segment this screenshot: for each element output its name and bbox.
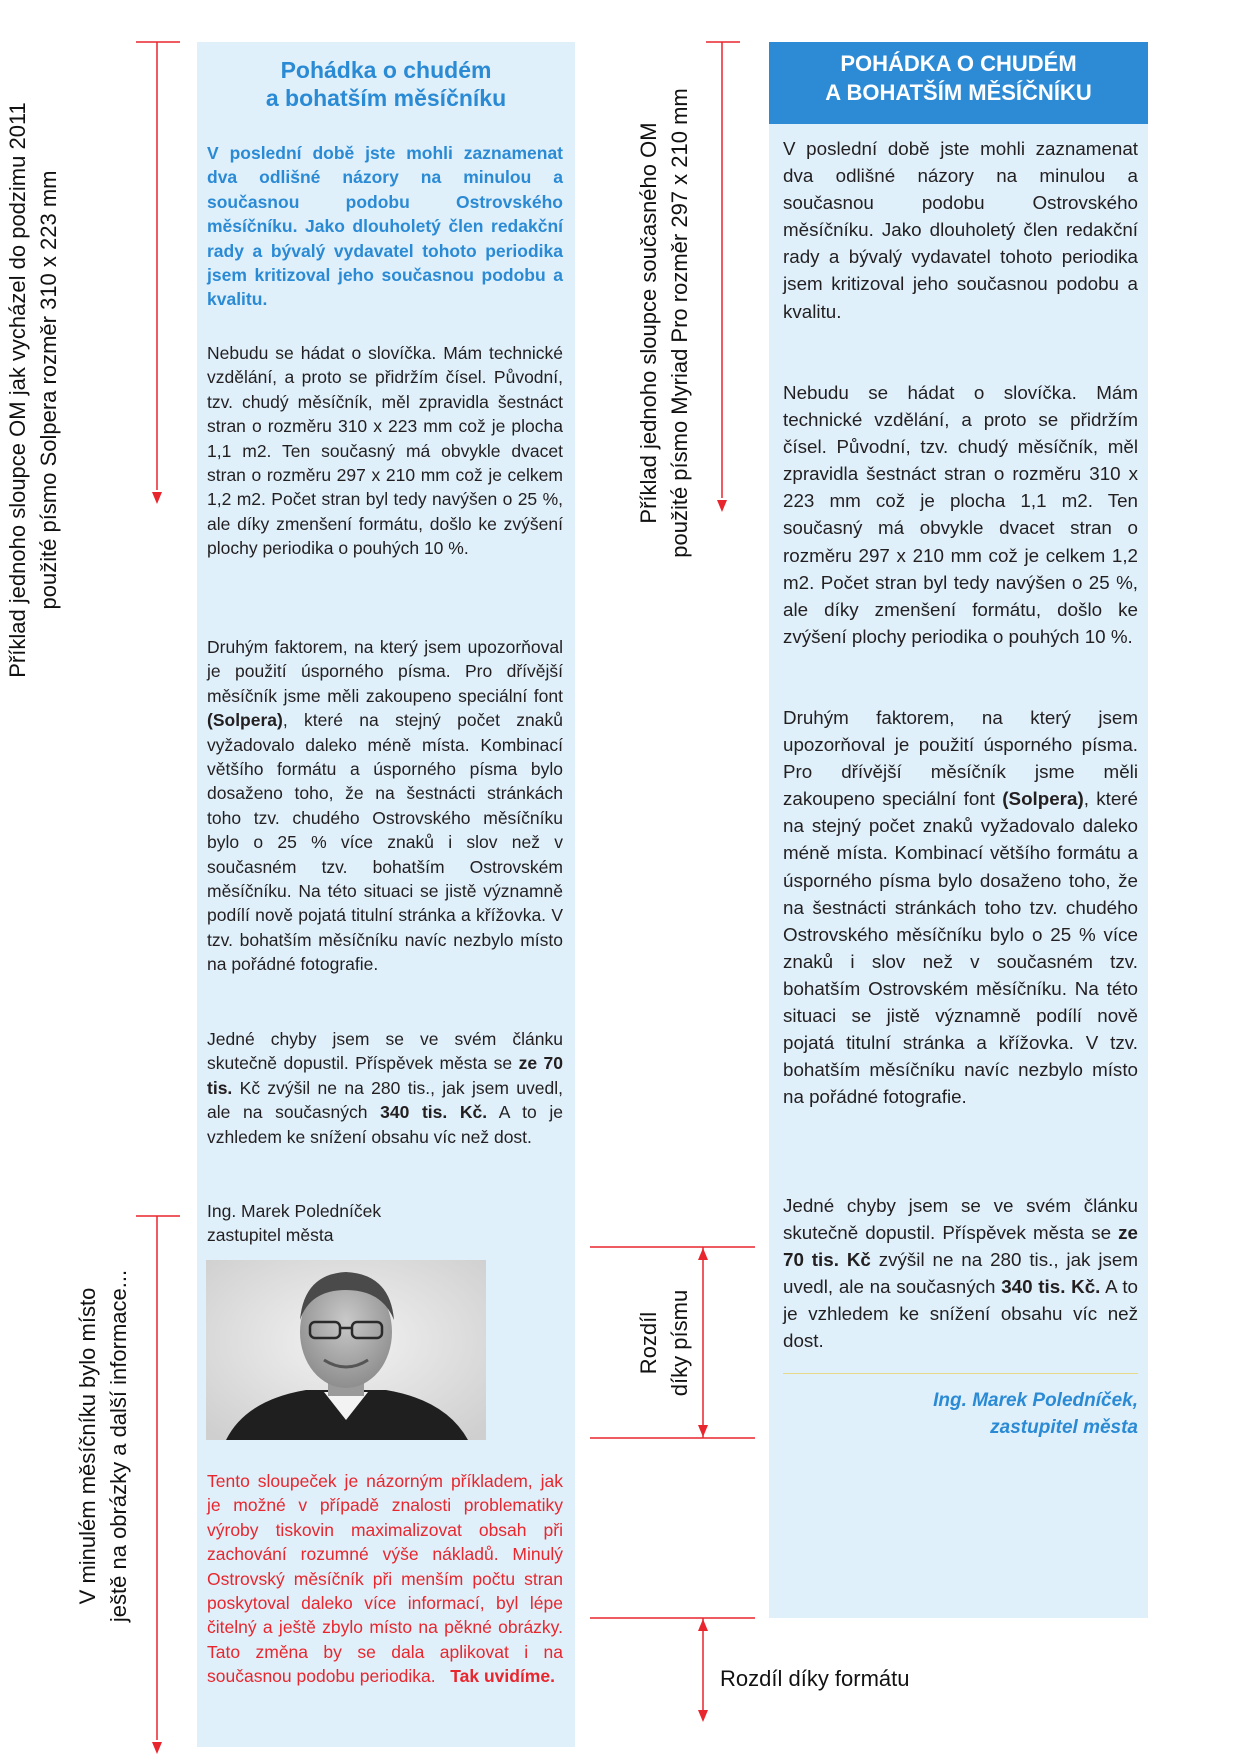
left-top-annotation-line-2: použité písmo Solpera rozměr 310 x 223 mm: [36, 170, 61, 610]
right-paragraph-1: Nebudu se hádat o slovíčka. Mám technické vzdělání, a proto se přidržím čísel. Původní, tzv. chudý měsíčník, měl zpravidla šestnáct stran o rozměru 310 x 223 mm což je plocha 1,1 m2. Ten současný má obvykle dvacet stran o rozměru 297 x 210 mm což je celkem 1,2 m2. Počet stran byl tedy navýšen o 25 %, ale díky zmenšení formátu, došlo ke zvýšení plochy periodika o pouhých 10 %.: [783, 382, 1138, 647]
left-p3-text-a: Jedné chyby jsem se ve svém článku skutečně dopustil. Příspěvek města se: [207, 1029, 563, 1074]
left-top-annotation-line-1: Příklad jednoho sloupce OM jak vycházel do podzimu 2011: [5, 102, 30, 678]
middle-bottom-annotation: [633, 1268, 695, 1418]
right-p3-bold-2: 340 tis. Kč.: [1001, 1276, 1101, 1298]
right-p2-text-a: Druhým faktorem, na který jsem upozorňoval je použití úsporného písma. Pro dřívější měsíčník jsme měli zakoupeno speciální font: [783, 707, 1138, 810]
middle-bottom-annotation-line-2: díky písmu: [667, 1289, 692, 1397]
left-bottom-annotation: [72, 1236, 134, 1656]
left-note-bold: Tak uvidíme.: [450, 1666, 555, 1687]
left-title-line-1: Pohádka o chudém: [280, 57, 492, 83]
left-top-annotation: [2, 90, 64, 690]
left-p2-text-a: Druhým faktorem, na který jsem upozorňoval je použití úsporného písma. Pro dřívější měsíčník jsme měli zakoupeno speciální font: [207, 637, 563, 706]
left-p2-text-b: , které na stejný počet znaků vyžadovalo daleko méně místa. Kombinací většího formátu a úsporného písma bylo dosaženo toho, že na šestnácti stránkách toho tzv. chudého Ostrovského měsíčníku bylo o 25 % více znaků i slov než v současném tzv. bohatším Ostrovském měsíčníku. Na této situaci se jistě významně podílí nově pojatá titulní stránka a křížovka. V tzv. bohatším měsíčníku navíc nezbylo místo na pořádné fotografie.: [207, 710, 563, 975]
right-paragraph-0: V poslední době jste mohli zaznamenat dva odlišné názory na minulou a současnou podobu Ostrovského měsíčníku. Jako dlouholetý člen redakční rady a bývalý vydavatel tohoto periodika jsem kritizoval jeho současnou podobu a kvalitu.: [783, 138, 1138, 322]
right-p2-font-name: (Solpera): [1002, 788, 1084, 810]
middle-top-annotation-line-2: použité písmo Myriad Pro rozměr 297 x 210 mm: [667, 88, 692, 558]
left-p3-bold-2: 340 tis. Kč.: [380, 1102, 488, 1123]
left-bottom-annotation-line-1: V minulém měsíčníku bylo místo: [75, 1287, 100, 1605]
left-p2-font-name: (Solpera): [207, 710, 283, 731]
right-p3-text-d: A to je vzhledem ke snížení obsahu víc než dost.: [783, 1276, 1139, 1352]
middle-bottom-annotation-line-1: Rozdíl: [636, 1311, 661, 1375]
left-lead-paragraph: V poslední době jste mohli zaznamenat dva odlišné názory na minulou a současnou podobu Ostrovského měsíčníku. Jako dlouholetý člen redakční rady a bývalý vydavatel tohoto periodika jsem kritizoval jeho současnou podobu a kvalitu.: [207, 143, 563, 310]
right-p3-bold-1: ze 70 tis. Kč: [783, 1222, 1138, 1271]
right-signature-name: Ing. Marek Poledníček,: [933, 1390, 1138, 1411]
left-signature-name: Ing. Marek Poledníček: [207, 1201, 382, 1221]
middle-top-annotation-line-1: Příklad jednoho sloupce současného OM: [636, 122, 661, 524]
right-p3-text-c: zvýšil ne na 280 tis., jak jsem uvedl, ale na současných: [783, 1249, 1138, 1298]
left-p3-bold-1: ze 70 tis.: [207, 1053, 564, 1098]
middle-top-annotation: [633, 53, 695, 593]
left-paragraph-1: Nebudu se hádat o slovíčka. Mám technické vzdělání, a proto se přidržím čísel. Původní, tzv. chudý měsíčník, měl zpravidla šestnáct stran o rozměru 310 x 223 mm což je plocha 1,1 m2. Ten současný má obvykle dvacet stran o rozměru 297 x 210 mm což je celkem 1,2 m2. Počet stran byl tedy navýšen o 25 %, ale díky zmenšení formátu, došlo ke zvýšení plochy periodika o pouhých 10 %.: [207, 343, 563, 559]
left-title-line-2: a bohatším měsíčníku: [265, 85, 507, 111]
format-difference-label: Rozdíl díky formátu: [720, 1666, 910, 1691]
right-title-line-1: POHÁDKA O CHUDÉM: [840, 51, 1077, 76]
right-p2-text-b: , které na stejný počet znaků vyžadovalo daleko méně místa. Kombinací většího formátu a úsporného písma bylo dosaženo toho, že na šestnácti stránkách toho tzv. chudého Ostrovského měsíčníku bylo o 25 % více znaků i slov než v současném tzv. bohatším Ostrovském měsíčníku. Na této situaci se jistě významně podílí nově pojatá titulní stránka a křížovka. V tzv. bohatším měsíčníku navíc nezbylo místo na pořádné fotografie.: [783, 788, 1138, 1108]
left-p3-text-c: Kč zvýšil ne na 280 tis., jak jsem uvedl, ale na současných: [207, 1077, 563, 1123]
right-title-line-2: A BOHATŠÍM MĚSÍČNÍKU: [825, 80, 1092, 105]
left-p3-text-d: A to je vzhledem ke snížení obsahu víc než dost.: [207, 1102, 563, 1147]
right-signature-role: zastupitel města: [990, 1417, 1138, 1438]
left-signature-role: zastupitel města: [207, 1225, 334, 1246]
right-p3-text-a: Jedné chyby jsem se ve svém článku skutečně dopustil. Příspěvek města se: [783, 1195, 1138, 1244]
left-bottom-annotation-line-2: ještě na obrázky a další informace...: [106, 1269, 131, 1623]
left-note-text: Tento sloupeček je názorným příkladem, jak je možné v případě znalosti problematiky výroby tiskovin maximalizovat obsah při zachování rozumné výše nákladů. Minulý Ostrovský měsíčník při menším počtu stran poskytoval daleko více informací, byl lépe čitelný a ještě zbylo místo na pěkné obrázky. Tato změna by se dala aplikovat i na současnou podobu periodika.: [207, 1471, 563, 1687]
